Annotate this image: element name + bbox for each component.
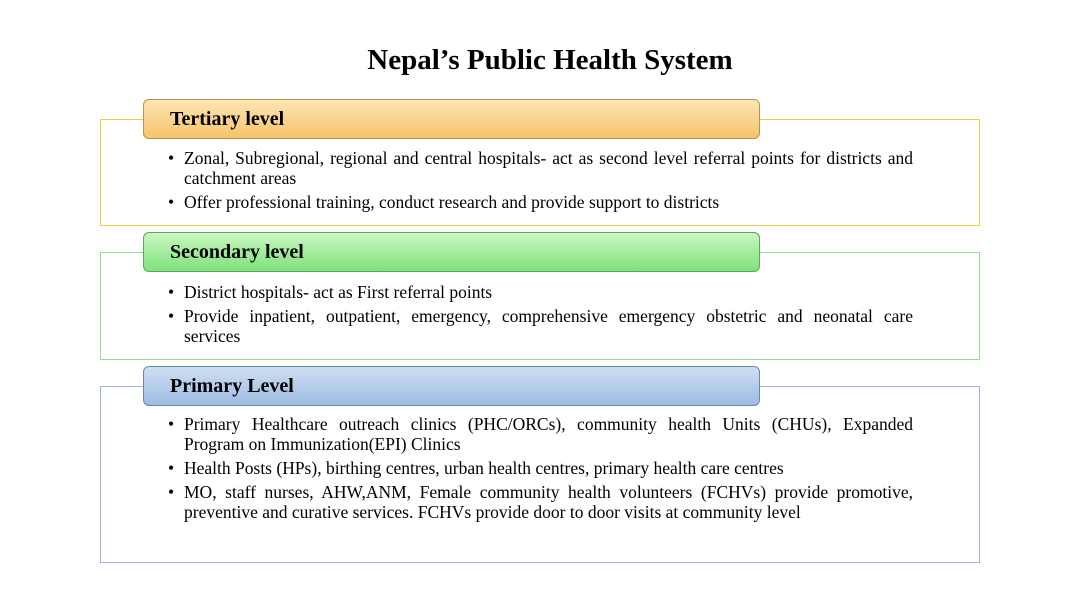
tertiary-level-header: Tertiary level — [143, 99, 760, 139]
list-item: • MO, staff nurses, AHW,ANM, Female community health volunteers (FCHVs) provide promotive, preventive and curative services. FCHVs provide door to door visits at community level — [168, 482, 913, 522]
list-item: • Primary Healthcare outreach clinics (PHC/ORCs), community health Units (CHUs), Expanded Program on Immunization(EPI) Clinics — [168, 414, 913, 454]
primary-level-list — [168, 414, 913, 526]
secondary-level-header: Secondary level — [143, 232, 760, 272]
list-item: • Offer professional training, conduct research and provide support to districts — [168, 192, 913, 212]
list-item: • Health Posts (HPs), birthing centres, urban health centres, primary health care centres — [168, 458, 913, 478]
list-item: • Zonal, Subregional, regional and central hospitals- act as second level referral points for districts and catchment areas — [168, 148, 913, 188]
list-item: • District hospitals- act as First referral points — [168, 282, 913, 302]
secondary-level-list — [168, 282, 913, 350]
list-item: • Provide inpatient, outpatient, emergency, comprehensive emergency obstetric and neonatal care services — [168, 306, 913, 346]
primary-level-header: Primary Level — [143, 366, 760, 406]
tertiary-level-list — [168, 148, 913, 216]
page-title: Nepal’s Public Health System — [367, 44, 733, 76]
